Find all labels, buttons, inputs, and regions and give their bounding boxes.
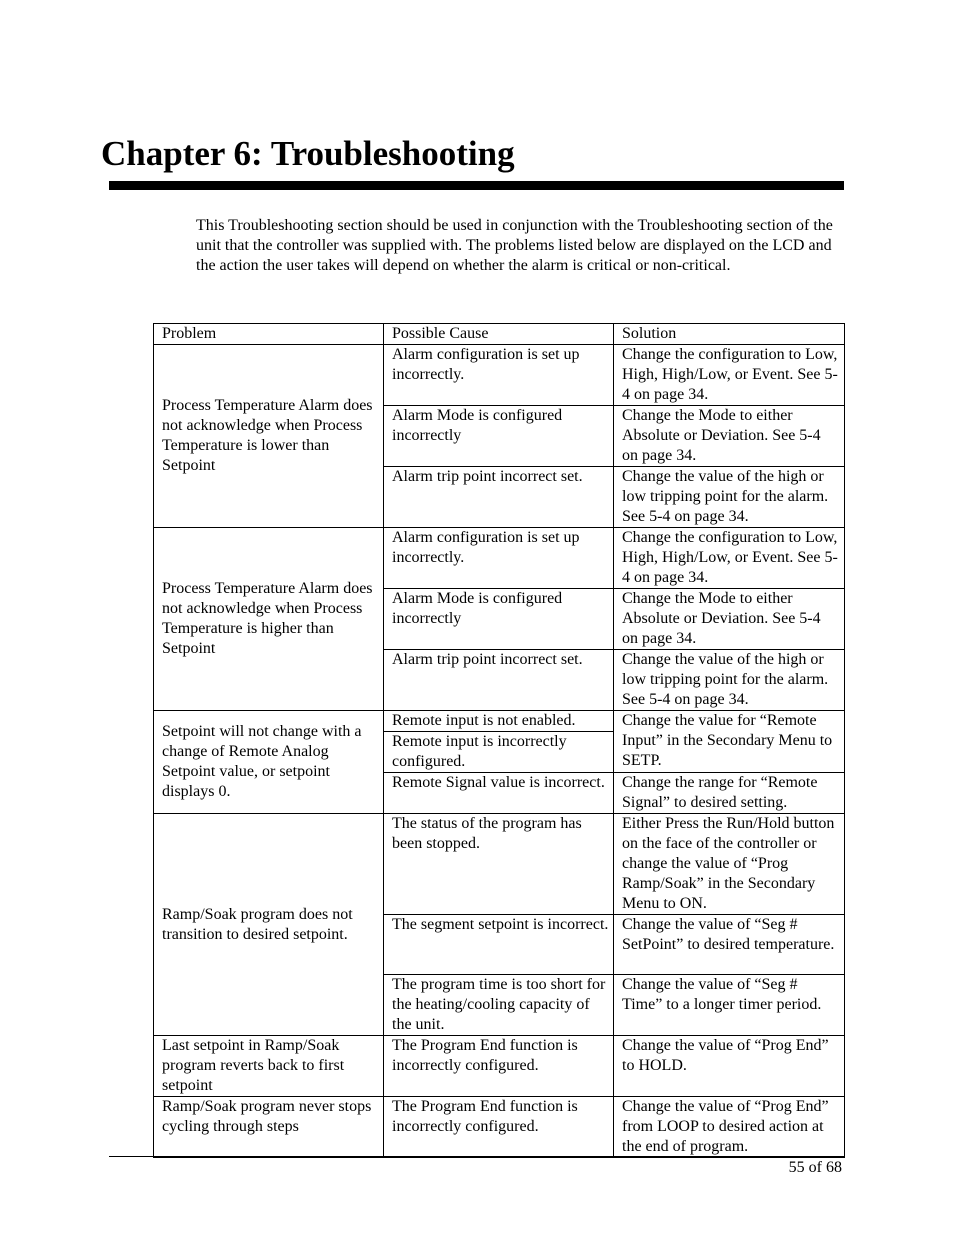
cause-cell: Remote Signal value is incorrect.	[384, 773, 614, 814]
cause-cell: The status of the program has been stopped.	[384, 814, 614, 915]
troubleshooting-table	[153, 323, 845, 1158]
solution-cell: Change the Mode to either Absolute or Deviation. See 5-4 on page 34.	[614, 406, 845, 467]
page-number: 55 of 68	[788, 1159, 842, 1176]
solution-cell: Change the value for “Remote Input” in the Secondary Menu to SETP.	[614, 711, 845, 773]
problem-cell: Last setpoint in Ramp/Soak program reverts back to first setpoint	[154, 1036, 384, 1097]
table-header-row	[154, 324, 845, 345]
table-row	[154, 711, 845, 732]
title-rule	[109, 181, 844, 190]
solution-cell: Either Press the Run/Hold button on the face of the controller or change the value of “Prog Ramp/Soak” in the Secondary Menu to ON.	[614, 814, 845, 915]
problem-cell: Ramp/Soak program never stops cycling through steps	[154, 1097, 384, 1158]
solution-cell: Change the configuration to Low, High, High/Low, or Event. See 5-4 on page 34.	[614, 345, 845, 406]
table-row	[154, 345, 845, 406]
problem-cell: Setpoint will not change with a change of Remote Analog Setpoint value, or setpoint displays 0.	[154, 711, 384, 814]
header-problem: Problem	[154, 324, 384, 345]
header-possible-cause: Possible Cause	[384, 324, 614, 345]
table-row	[154, 528, 845, 589]
cause-cell: Alarm Mode is configured incorrectly	[384, 589, 614, 650]
cause-cell: Remote input is not enabled.	[384, 711, 614, 732]
problem-cell: Process Temperature Alarm does not acknowledge when Process Temperature is lower than Setpoint	[154, 345, 384, 528]
problem-cell: Ramp/Soak program does not transition to desired setpoint.	[154, 814, 384, 1036]
table-row	[154, 1036, 845, 1097]
intro-paragraph: This Troubleshooting section should be used in conjunction with the Troubleshooting section of the unit that the controller was supplied with. The problems listed below are displayed on the LCD and the action the user takes will depend on whether the alarm is critical or non-critical.	[196, 217, 833, 274]
cause-cell: The segment setpoint is incorrect.	[384, 915, 614, 975]
cause-cell: Alarm configuration is set up incorrectly.	[384, 528, 614, 589]
solution-cell: Change the value of “Seg # SetPoint” to desired temperature.	[614, 915, 845, 975]
problem-cell: Process Temperature Alarm does not acknowledge when Process Temperature is higher than Setpoint	[154, 528, 384, 711]
cause-cell: Alarm configuration is set up incorrectly.	[384, 345, 614, 406]
solution-cell: Change the Mode to either Absolute or Deviation. See 5-4 on page 34.	[614, 589, 845, 650]
page-title: Chapter 6: Troubleshooting	[101, 134, 515, 173]
footer-rule	[109, 1156, 844, 1157]
cause-cell: Alarm trip point incorrect set.	[384, 467, 614, 528]
table-row	[154, 814, 845, 915]
cause-cell: The Program End function is incorrectly configured.	[384, 1097, 614, 1158]
cause-cell: Remote input is incorrectly configured.	[384, 732, 614, 773]
solution-cell: Change the value of “Seg # Time” to a longer timer period.	[614, 975, 845, 1036]
solution-cell: Change the configuration to Low, High, High/Low, or Event. See 5-4 on page 34.	[614, 528, 845, 589]
solution-cell: Change the value of the high or low tripping point for the alarm. See 5-4 on page 34.	[614, 467, 845, 528]
cause-cell: Alarm trip point incorrect set.	[384, 650, 614, 711]
table-row	[154, 1097, 845, 1158]
cause-cell: The Program End function is incorrectly configured.	[384, 1036, 614, 1097]
cause-cell: The program time is too short for the heating/cooling capacity of the unit.	[384, 975, 614, 1036]
solution-cell: Change the value of “Prog End” to HOLD.	[614, 1036, 845, 1097]
solution-cell: Change the value of the high or low tripping point for the alarm. See 5-4 on page 34.	[614, 650, 845, 711]
solution-cell: Change the value of “Prog End” from LOOP to desired action at the end of program.	[614, 1097, 845, 1158]
header-solution: Solution	[614, 324, 845, 345]
cause-cell: Alarm Mode is configured incorrectly	[384, 406, 614, 467]
solution-cell: Change the range for “Remote Signal” to desired setting.	[614, 773, 845, 814]
